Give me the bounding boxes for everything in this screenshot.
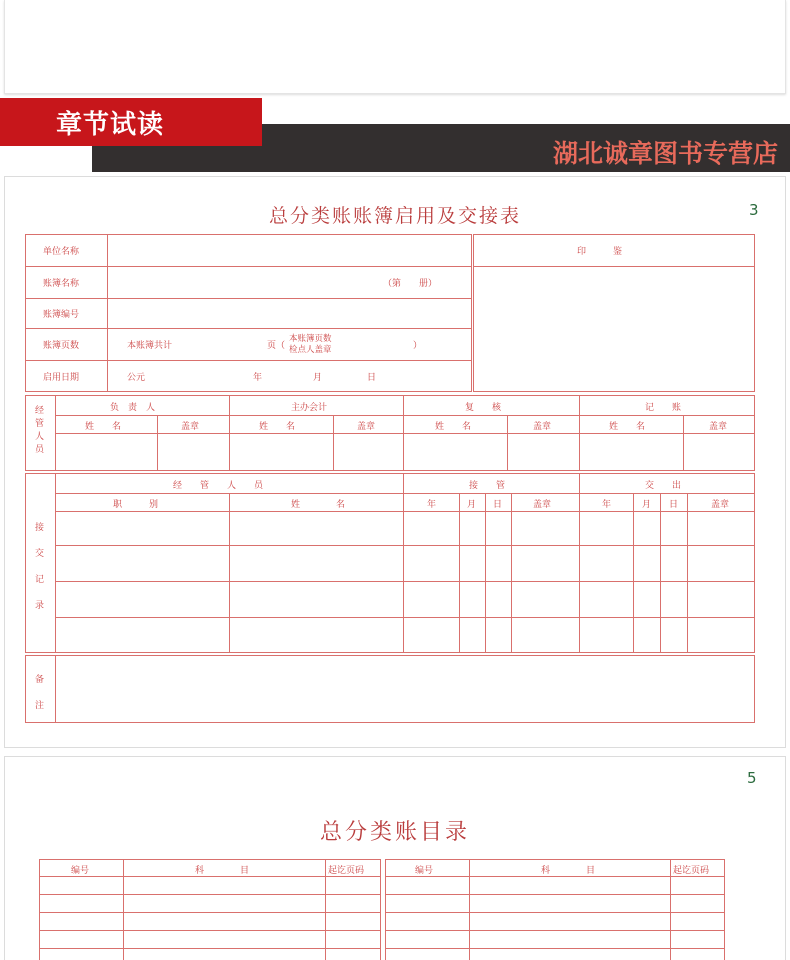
col-keeper-name: 姓 名	[291, 500, 346, 510]
transfer-header: 交 出	[645, 481, 682, 491]
info-table	[25, 234, 472, 392]
checker-note: 检点人盖章	[289, 345, 332, 355]
col-subject: 科 目	[195, 866, 250, 876]
col-day: 日	[493, 500, 503, 510]
page-number: 3	[749, 201, 759, 219]
col-month: 月	[642, 500, 652, 510]
chapter-preview-label: 章节试读	[56, 109, 165, 140]
pages-unit: 页（	[267, 341, 286, 351]
role-bookkeeper: 记 账	[645, 403, 682, 413]
pages-close: ）	[413, 341, 423, 351]
receive-header: 接 管	[469, 481, 506, 491]
date-era: 公元	[127, 373, 146, 383]
shop-name: 湖北诚章图书专营店	[552, 139, 778, 168]
col-stamp: 盖章	[533, 422, 552, 432]
col-year: 年	[427, 500, 437, 510]
remarks-label: 备注	[35, 675, 45, 711]
col-name: 姓 名	[435, 422, 472, 432]
role-review: 复 核	[465, 403, 502, 413]
page-title: 总分类账账簿启用及交接表	[268, 205, 521, 227]
col-title: 职 别	[113, 500, 159, 510]
col-name: 姓 名	[85, 422, 122, 432]
seal-header: 印 鉴	[577, 247, 623, 257]
keepers-header: 经 管 人 员	[173, 481, 264, 491]
pages-total: 本账簿共计	[127, 341, 173, 351]
col-stamp: 盖章	[709, 422, 728, 432]
col-day: 日	[669, 500, 679, 510]
date-day: 日	[367, 373, 377, 383]
handover-side-label: 接交记录	[35, 523, 45, 611]
previous-page-strip	[4, 0, 786, 94]
chapter-preview-tag	[0, 98, 262, 146]
col-name: 姓 名	[609, 422, 646, 432]
pages-note: 本账簿页数	[289, 334, 332, 344]
managers-side-label: 经管人员	[35, 406, 45, 455]
col-stamp: 盖章	[711, 500, 730, 510]
col-stamp: 盖章	[181, 422, 200, 432]
col-stamp: 盖章	[533, 500, 552, 510]
date-month: 月	[313, 373, 323, 383]
seal-box	[473, 234, 755, 392]
page-title: 总分类账目录	[319, 820, 470, 845]
col-stamp: 盖章	[357, 422, 376, 432]
col-subject: 科 目	[541, 866, 596, 876]
date-year: 年	[253, 373, 263, 383]
row-label: 账簿编号	[43, 310, 80, 320]
role-head: 负 责 人	[110, 403, 156, 413]
row-label: 账簿页数	[43, 341, 80, 351]
col-code: 编号	[71, 866, 90, 876]
page-number: 5	[747, 769, 757, 787]
role-accountant: 主办会计	[291, 403, 328, 413]
page-3	[4, 176, 786, 748]
col-year: 年	[602, 500, 612, 510]
remarks-section	[25, 655, 755, 723]
col-pages: 起讫页码	[328, 866, 365, 876]
row-label: 账簿名称	[43, 279, 80, 289]
row-label: 单位名称	[43, 247, 80, 257]
volume-field: （第 册）	[383, 279, 438, 289]
col-name: 姓 名	[259, 422, 296, 432]
col-month: 月	[467, 500, 477, 510]
col-code: 编号	[415, 866, 434, 876]
row-label: 启用日期	[43, 373, 80, 383]
col-pages: 起讫页码	[673, 866, 710, 876]
page-5	[4, 756, 786, 960]
